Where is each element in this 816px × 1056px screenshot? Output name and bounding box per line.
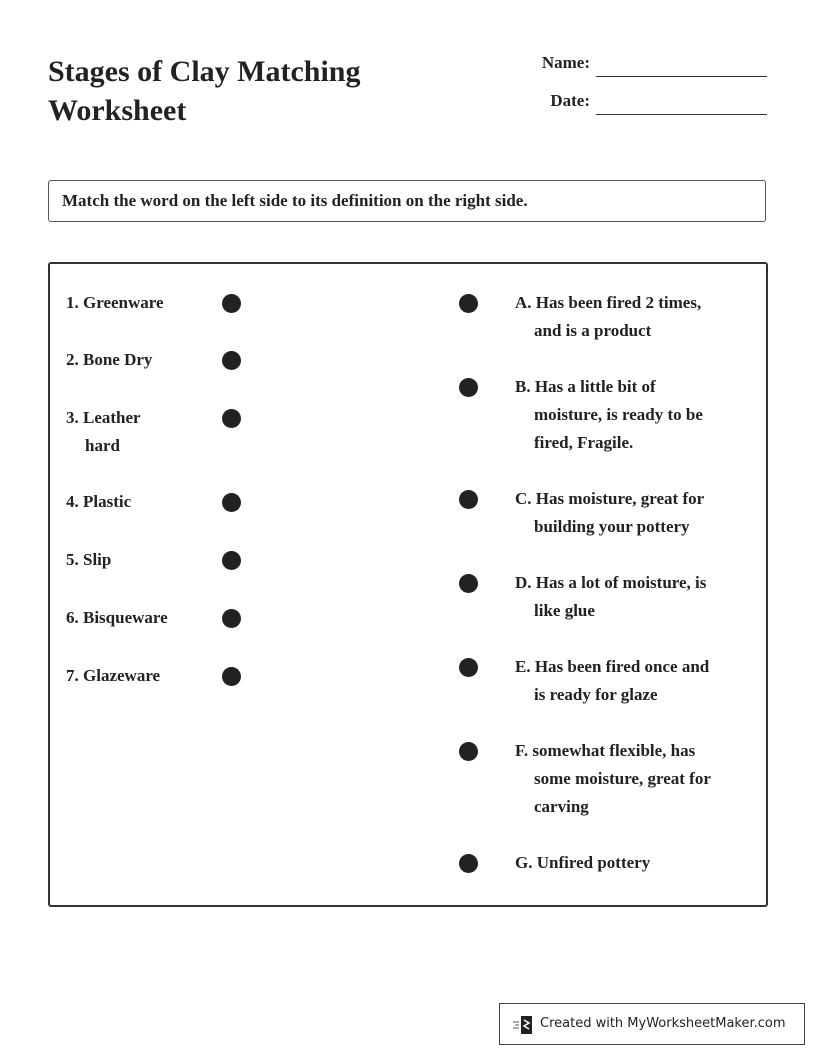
term-item [66, 546, 111, 574]
definition-match-dot[interactable] [459, 742, 478, 761]
date-label: Date: [550, 91, 590, 110]
definition-text: building your pottery [534, 517, 690, 536]
definition-item [515, 289, 701, 345]
term-match-dot[interactable] [222, 667, 241, 686]
definition-item [515, 849, 650, 877]
definition-text: F. somewhat flexible, has [515, 741, 696, 760]
footer-text: Created with MyWorksheetMaker.com [540, 1016, 786, 1031]
term-item [66, 404, 141, 460]
term-match-dot[interactable] [222, 551, 241, 570]
term-match-dot[interactable] [222, 493, 241, 512]
instructions: Match the word on the left side to its definition on the right side. [48, 180, 766, 222]
term-text: 7. Glazeware [66, 666, 161, 685]
term-match-dot[interactable] [222, 409, 241, 428]
definition-item [515, 373, 703, 457]
definition-match-dot[interactable] [459, 490, 478, 509]
definition-match-dot[interactable] [459, 574, 478, 593]
term-item [66, 662, 160, 690]
definition-item [515, 737, 711, 821]
name-label: Name: [541, 53, 590, 72]
term-text: hard [85, 436, 120, 455]
definition-text: A. Has been fired 2 times, [515, 293, 702, 312]
term-text: 6. Bisqueware [66, 608, 168, 627]
title-line: Stages of Clay Matching [48, 55, 361, 88]
term-item [66, 488, 131, 516]
definition-match-dot[interactable] [459, 854, 478, 873]
page-title [48, 52, 360, 130]
definition-text: fired, Fragile. [534, 433, 634, 452]
definition-match-dot[interactable] [459, 378, 478, 397]
definition-text: is ready for glaze [534, 685, 658, 704]
term-text: 5. Slip [66, 550, 112, 569]
definition-text: moisture, is ready to be [534, 405, 703, 424]
definition-text: like glue [534, 601, 595, 620]
definition-item [515, 653, 709, 709]
definition-text: carving [534, 797, 589, 816]
logo-icon [512, 1015, 534, 1035]
term-item [66, 346, 152, 374]
name-input-line[interactable] [596, 76, 767, 77]
definition-text: G. Unfired pottery [515, 853, 651, 872]
term-text: 3. Leather [66, 408, 141, 427]
definition-match-dot[interactable] [459, 294, 478, 313]
term-match-dot[interactable] [222, 351, 241, 370]
term-match-dot[interactable] [222, 294, 241, 313]
definition-text: D. Has a lot of moisture, is [515, 573, 707, 592]
term-item [66, 604, 168, 632]
definition-item [515, 569, 706, 625]
definition-item [515, 485, 704, 541]
term-text: 1. Greenware [66, 293, 164, 312]
definition-text: C. Has moisture, great for [515, 489, 705, 508]
definition-text: and is a product [534, 321, 652, 340]
footer-credit[interactable] [499, 1003, 805, 1045]
definition-text: B. Has a little bit of [515, 377, 656, 396]
term-match-dot[interactable] [222, 609, 241, 628]
date-input-line[interactable] [596, 114, 767, 115]
definition-text: some moisture, great for [534, 769, 711, 788]
definition-text: E. Has been fired once and [515, 657, 710, 676]
definition-match-dot[interactable] [459, 658, 478, 677]
term-text: 4. Plastic [66, 492, 132, 511]
title-line: Worksheet [48, 94, 187, 127]
term-text: 2. Bone Dry [66, 350, 153, 369]
term-item [66, 289, 164, 317]
